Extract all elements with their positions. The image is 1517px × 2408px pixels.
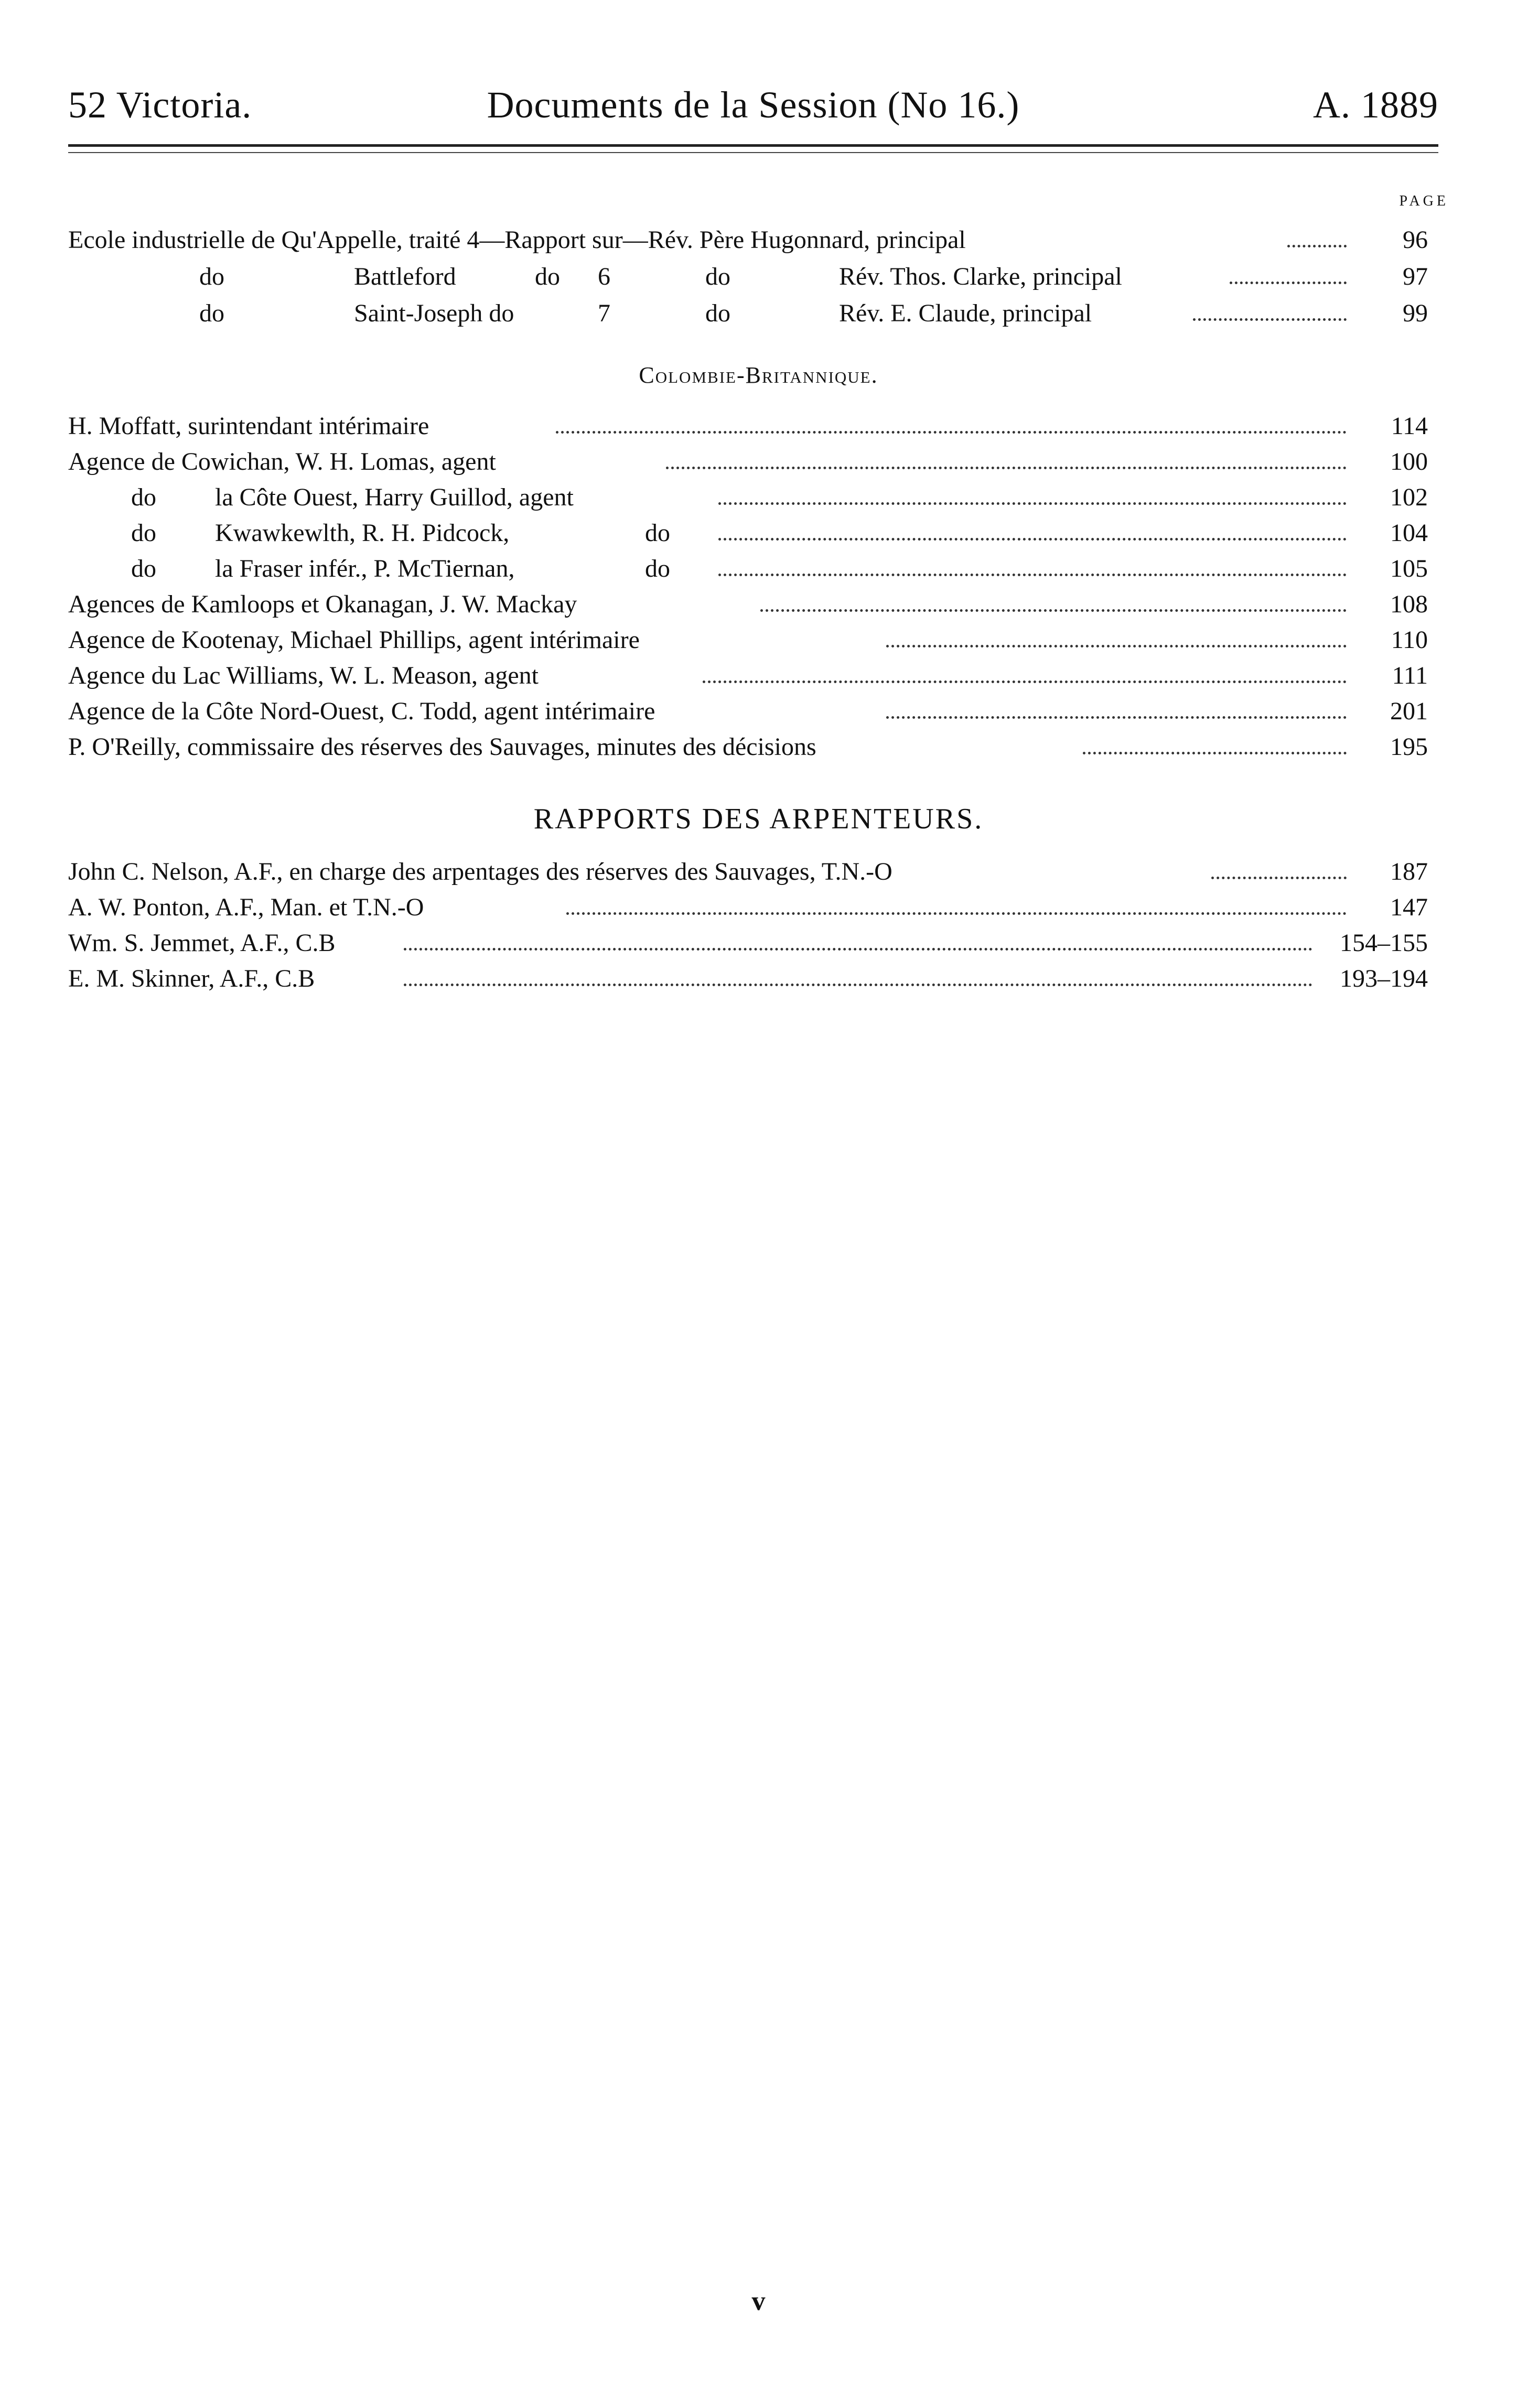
- entry-author: Rév. E. Claude, principal: [839, 299, 1092, 327]
- ditto-mark: do: [199, 299, 224, 327]
- dot-leader: [760, 609, 1347, 612]
- entry-text: P. O'Reilly, commissaire des réserves des Sauvages, minutes des décisions: [68, 733, 816, 761]
- dot-leader: [1287, 245, 1347, 247]
- toc-entry: [68, 694, 1438, 729]
- entry-page: 201: [1390, 697, 1428, 725]
- entry-treaty: 7: [598, 299, 610, 327]
- ditto-mark: do: [535, 263, 560, 290]
- ditto-mark: do: [645, 555, 670, 582]
- entry-author: Rév. Thos. Clarke, principal: [839, 263, 1122, 290]
- dot-leader: [566, 912, 1347, 915]
- entry-treaty: 6: [598, 263, 610, 290]
- entry-page: 105: [1390, 555, 1428, 582]
- entry-page: 111: [1392, 662, 1428, 689]
- entry-text: E. M. Skinner, A.F., C.B: [68, 965, 315, 992]
- entry-page: 193–194: [1340, 965, 1428, 992]
- entry-text: Agence de la Côte Nord-Ouest, C. Todd, agent intérimaire: [68, 697, 655, 725]
- toc-entry: [68, 623, 1438, 657]
- entry-text: John C. Nelson, A.F., en charge des arpentages des réserves des Sauvages, T.N.-O: [68, 858, 892, 886]
- dot-leader: [1083, 752, 1347, 754]
- dot-leader: [718, 502, 1347, 505]
- toc-entry: [68, 223, 1438, 257]
- entry-text: Ecole industrielle de Qu'Appelle, traité 4—Rapport sur—Rév. Père Hugonnard, principal: [68, 226, 966, 254]
- entry-text: H. Moffatt, surintendant intérimaire: [68, 412, 429, 440]
- dot-leader: [1193, 318, 1347, 321]
- header-title: Documents de la Session (No 16.): [487, 84, 1020, 126]
- ditto-mark: do: [705, 299, 730, 327]
- toc-entry: [68, 587, 1438, 622]
- entry-text: A. W. Ponton, A.F., Man. et T.N.-O: [68, 893, 424, 921]
- ditto-mark: do: [705, 263, 730, 290]
- entry-page: 187: [1390, 858, 1428, 886]
- entry-place: Battleford: [354, 263, 456, 290]
- toc-entry: [68, 962, 1438, 996]
- dot-leader: [666, 467, 1347, 469]
- entry-page: 104: [1390, 519, 1428, 547]
- toc-entry: [68, 516, 1438, 550]
- header-rule-thin: [68, 152, 1438, 153]
- toc-entry: [68, 445, 1438, 479]
- header-year: A. 1889: [1313, 84, 1438, 126]
- toc-entry: [68, 730, 1438, 764]
- page-column-label: PAGE: [1399, 193, 1449, 209]
- entry-page: 108: [1390, 590, 1428, 618]
- toc-entry: [68, 296, 1438, 331]
- entry-page: 110: [1391, 626, 1428, 654]
- entry-page: 195: [1390, 733, 1428, 761]
- entry-text: Agence du Lac Williams, W. L. Meason, agent: [68, 662, 539, 689]
- dot-leader: [703, 681, 1347, 683]
- entry-text: la Fraser infér., P. McTiernan,: [215, 555, 515, 582]
- ditto-mark: do: [131, 483, 156, 511]
- dot-leader: [886, 716, 1347, 719]
- entry-page: 96: [1403, 226, 1428, 254]
- entry-text: Kwawkewlth, R. H. Pidcock,: [215, 519, 510, 547]
- header-rule-thick: [68, 144, 1438, 147]
- running-header: [68, 79, 1438, 131]
- entry-page: 147: [1390, 893, 1428, 921]
- dot-leader: [1211, 877, 1347, 879]
- toc-entry: [68, 658, 1438, 693]
- entry-page: 99: [1403, 299, 1428, 327]
- entry-text: Wm. S. Jemmet, A.F., C.B: [68, 929, 336, 957]
- toc-entry: [68, 409, 1438, 444]
- section-heading-surveyors: RAPPORTS DES ARPENTEURS.: [533, 803, 984, 835]
- entry-page: 114: [1391, 412, 1428, 440]
- page-folio: v: [751, 2286, 766, 2316]
- dot-leader: [404, 948, 1312, 951]
- ditto-mark: do: [131, 519, 156, 547]
- section-heading-text: Colombie-Britannique.: [639, 362, 878, 388]
- dot-leader: [1230, 282, 1347, 284]
- entry-page: 100: [1390, 448, 1428, 476]
- toc-entry: [68, 926, 1438, 960]
- dot-leader: [718, 538, 1347, 541]
- toc-entry: [68, 480, 1438, 515]
- toc-entry: [68, 260, 1438, 294]
- toc-entry: [68, 855, 1438, 889]
- entry-page: 154–155: [1340, 929, 1428, 957]
- entry-text: Agence de Cowichan, W. H. Lomas, agent: [68, 448, 496, 476]
- toc-entry: [68, 890, 1438, 925]
- dot-leader: [886, 645, 1347, 647]
- section-heading-colombie-britannique: [0, 362, 1517, 388]
- ditto-mark: do: [131, 555, 156, 582]
- dot-leader: [556, 431, 1347, 434]
- entry-page: 97: [1403, 263, 1428, 290]
- entry-text: Agences de Kamloops et Okanagan, J. W. Mackay: [68, 590, 577, 618]
- entry-text: la Côte Ouest, Harry Guillod, agent: [215, 483, 574, 511]
- entry-page: 102: [1390, 483, 1428, 511]
- header-volume: 52 Victoria.: [68, 84, 252, 126]
- ditto-mark: do: [199, 263, 224, 290]
- toc-entry: [68, 552, 1438, 586]
- ditto-mark: do: [645, 519, 670, 547]
- entry-place: Saint-Joseph do: [354, 299, 514, 327]
- dot-leader: [718, 574, 1347, 576]
- dot-leader: [404, 984, 1312, 986]
- entry-text: Agence de Kootenay, Michael Phillips, agent intérimaire: [68, 626, 640, 654]
